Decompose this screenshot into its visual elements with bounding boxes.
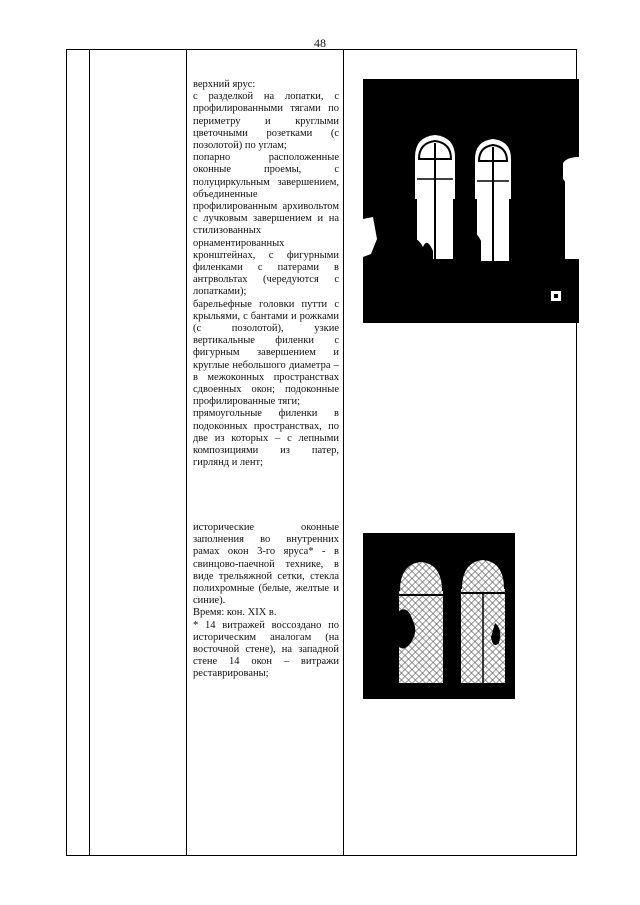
- description-line: исторические оконные заполнения во внутренних рамах окон 3-го яруса* - в свинцово-паечной технике, в виде трельяжной сетки, стекла полихромные (белые, желтые и синие).: [193, 522, 339, 607]
- column-divider: [186, 50, 187, 855]
- page-number: 48: [314, 36, 326, 50]
- description-line: с разделкой на лопатки, с профилированными тягами по периметру и круглыми цветочными розетками (с позолотой) по углам;: [193, 91, 339, 152]
- description-line: прямоугольные филенки в подоконных пространствах, по две из которых – с лепными композициями из патер, гирлянд и лент;: [193, 408, 339, 469]
- photo-illustration: [363, 533, 515, 699]
- photo-stained-glass-windows: [363, 533, 515, 699]
- description-block-upper-tier: [193, 79, 339, 470]
- description-line: Время: кон. XIX в.: [193, 607, 277, 619]
- description-block-windows: [193, 522, 339, 681]
- description-line: попарно расположенные оконные проемы, с полуциркульным завершением, объединенные профилированным архивольтом с лучковым завершением и на стилизованных орнаментированных кронштейнах, с фигурными филенками с патерами в антрвольтах (чередуются с лопатками);: [193, 152, 339, 298]
- column-divider: [343, 50, 344, 855]
- description-line: барельефные головки путти с крыльями, с бантами и рожками (с позолотой), узкие вертикальные филенки с фигурным завершением и круглые небольшого диаметра – в межоконных пространствах сдвоенных окон; подоконные профилированные тяги;: [193, 298, 339, 408]
- photo-upper-tier-windows: [363, 79, 579, 323]
- table: [66, 49, 577, 856]
- column-divider: [89, 50, 90, 855]
- description-line: * 14 витражей воссоздано по историческим аналогам (на восточной стене), на западной стене 14 окон – витражи реставрированы;: [193, 619, 339, 680]
- description-line: верхний ярус:: [193, 79, 256, 90]
- photo-illustration: [363, 79, 579, 323]
